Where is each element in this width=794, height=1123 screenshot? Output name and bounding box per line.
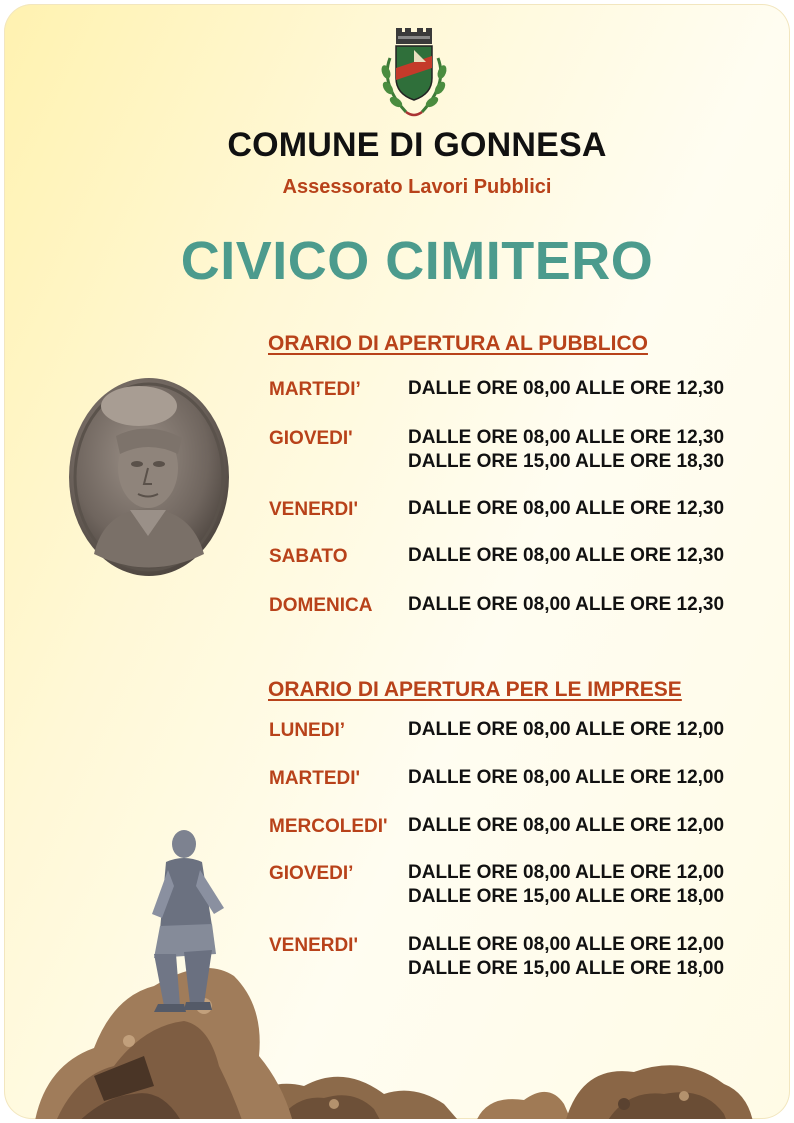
business-hours-tuesday xyxy=(408,766,724,790)
hours-line: DALLE ORE 08,00 ALLE ORE 12,30 xyxy=(408,545,725,566)
public-day-friday: VENERDI' xyxy=(269,499,358,520)
hours-line: DALLE ORE 08,00 ALLE ORE 12,00 xyxy=(408,815,725,836)
public-hours-heading: ORARIO DI APERTURA AL PUBBLICO xyxy=(268,332,648,355)
business-day-wednesday: MERCOLEDI' xyxy=(269,816,388,837)
public-hours-sunday xyxy=(408,593,724,617)
business-hours-heading: ORARIO DI APERTURA PER LE IMPRESE xyxy=(268,678,682,701)
page-title: CIVICO CIMITERO xyxy=(180,231,654,291)
hours-line: DALLE ORE 15,00 ALLE ORE 18,00 xyxy=(408,958,725,979)
public-hours-tuesday xyxy=(408,377,724,401)
public-day-saturday: SABATO xyxy=(269,546,348,567)
hours-line: DALLE ORE 08,00 ALLE ORE 12,30 xyxy=(408,594,725,615)
business-hours-thursday xyxy=(408,861,724,909)
municipal-crest-icon xyxy=(376,28,452,120)
hours-line: DALLE ORE 08,00 ALLE ORE 12,00 xyxy=(408,767,725,788)
hours-line: DALLE ORE 08,00 ALLE ORE 12,30 xyxy=(408,498,725,519)
business-day-friday: VENERDI' xyxy=(269,935,358,956)
business-day-monday: LUNEDI’ xyxy=(269,720,345,741)
hours-line: DALLE ORE 15,00 ALLE ORE 18,00 xyxy=(408,886,725,907)
org-name: COMUNE DI GONNESA xyxy=(227,126,607,164)
relief-portrait-medallion xyxy=(64,376,234,578)
hours-line: DALLE ORE 15,00 ALLE ORE 18,30 xyxy=(408,451,725,472)
business-hours-monday xyxy=(408,718,724,742)
business-day-tuesday: MARTEDI' xyxy=(269,768,361,789)
hours-line: DALLE ORE 08,00 ALLE ORE 12,00 xyxy=(408,934,725,955)
hours-line: DALLE ORE 08,00 ALLE ORE 12,30 xyxy=(408,427,725,448)
department-name: Assessorato Lavori Pubblici xyxy=(282,176,552,198)
poster xyxy=(4,4,790,1119)
business-hours-friday xyxy=(408,933,724,981)
hours-line: DALLE ORE 08,00 ALLE ORE 12,00 xyxy=(408,719,725,740)
public-day-tuesday: MARTEDI’ xyxy=(269,379,361,400)
hours-line: DALLE ORE 08,00 ALLE ORE 12,30 xyxy=(408,378,725,399)
public-day-thursday: GIOVEDI' xyxy=(269,428,353,449)
public-day-sunday: DOMENICA xyxy=(269,595,373,616)
public-hours-saturday xyxy=(408,544,724,568)
seated-statue-on-rock xyxy=(34,826,294,1119)
public-hours-friday xyxy=(408,497,724,521)
hours-line: DALLE ORE 08,00 ALLE ORE 12,00 xyxy=(408,862,725,883)
public-hours-thursday xyxy=(408,426,724,474)
business-hours-wednesday xyxy=(408,814,724,838)
business-day-thursday: GIOVEDI’ xyxy=(269,863,354,884)
